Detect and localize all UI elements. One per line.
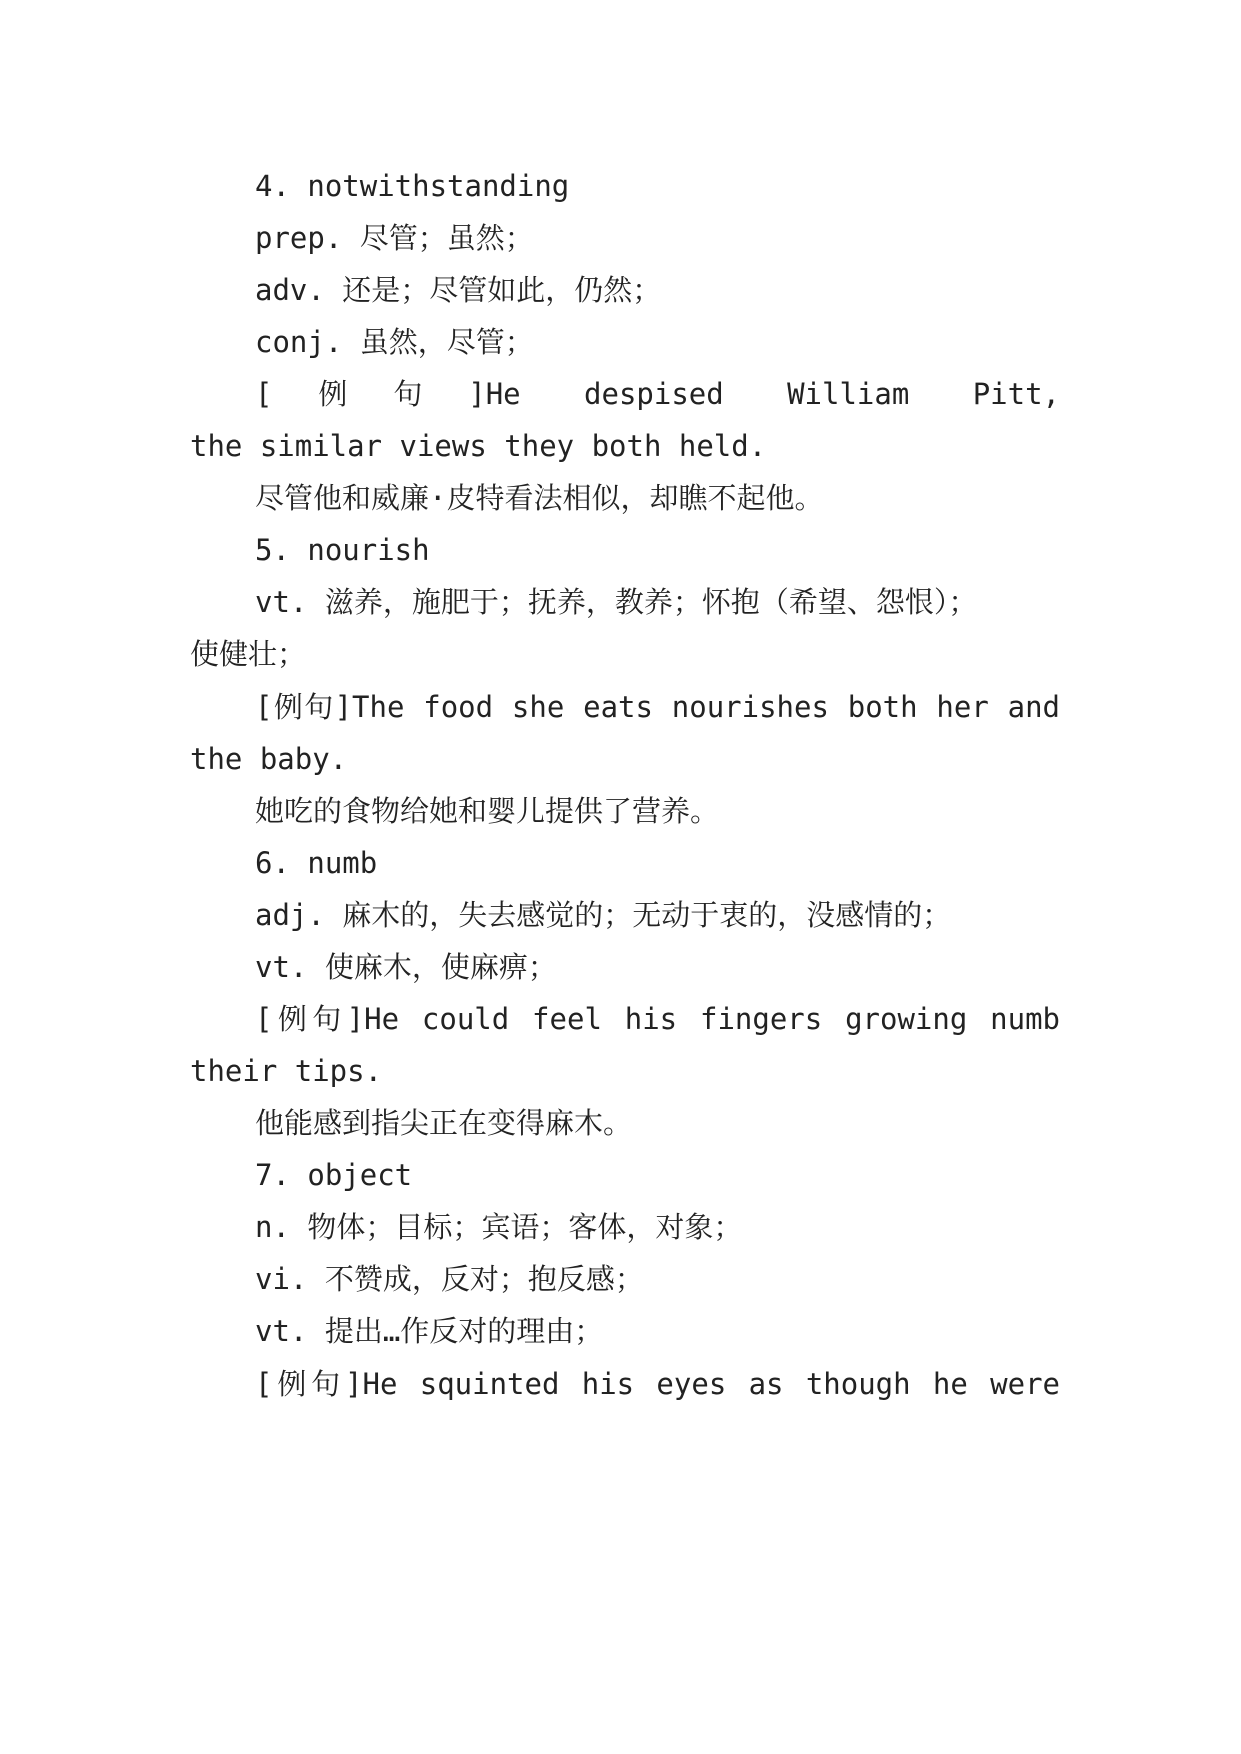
entry-7-example-line-1: [例句]He squinted his eyes as though he were <box>255 1367 1060 1401</box>
entry-4-example-line-1: [例句]He despised William Pitt, <box>255 377 1060 411</box>
entry-5-vt-definition-line-2: 使健壮； <box>190 637 307 671</box>
entry-7-headword: 7. object <box>255 1158 413 1192</box>
entry-4-prep-definition: prep. 尽管；虽然； <box>255 221 534 255</box>
entry-5-example-line-2: the baby. <box>190 742 348 776</box>
entry-6-headword: 6. numb <box>255 846 378 880</box>
entry-5-headword: 5. nourish <box>255 533 430 567</box>
entry-4-conj-definition: conj. 虽然，尽管； <box>255 325 534 359</box>
entry-6-example-translation: 他能感到指尖正在变得麻木。 <box>255 1106 633 1140</box>
entry-6-example-line-2: their tips. <box>190 1054 383 1088</box>
entry-7-vi-definition: vi. 不赞成，反对；抱反感； <box>255 1262 644 1296</box>
entry-4-example-line-2: the similar views they both held. <box>190 429 767 463</box>
entry-4-headword: 4. notwithstanding <box>255 169 570 203</box>
entry-4-example-translation: 尽管他和威廉·皮特看法相似，却瞧不起他。 <box>255 481 824 515</box>
entry-5-vt-definition-line-1: vt. 滋养，施肥于；抚养，教养；怀抱（希望、怨恨）； <box>255 585 978 619</box>
entry-7-vt-definition: vt. 提出…作反对的理由； <box>255 1314 604 1348</box>
entry-4-adv-definition: adv. 还是；尽管如此，仍然； <box>255 273 662 307</box>
entry-6-example-line-1: [例句]He could feel his fingers growing numb <box>255 1002 1060 1036</box>
entry-5-example-translation: 她吃的食物给她和婴儿提供了营养。 <box>255 794 720 828</box>
entry-5-example-line-1: [例句]The food she eats nourishes both her and <box>255 690 1060 724</box>
entry-6-vt-definition: vt. 使麻木，使麻痹； <box>255 950 557 984</box>
entry-6-adj-definition: adj. 麻木的，失去感觉的；无动于衷的，没感情的； <box>255 898 952 932</box>
entry-7-n-definition: n. 物体；目标；宾语；客体，对象； <box>255 1210 743 1244</box>
